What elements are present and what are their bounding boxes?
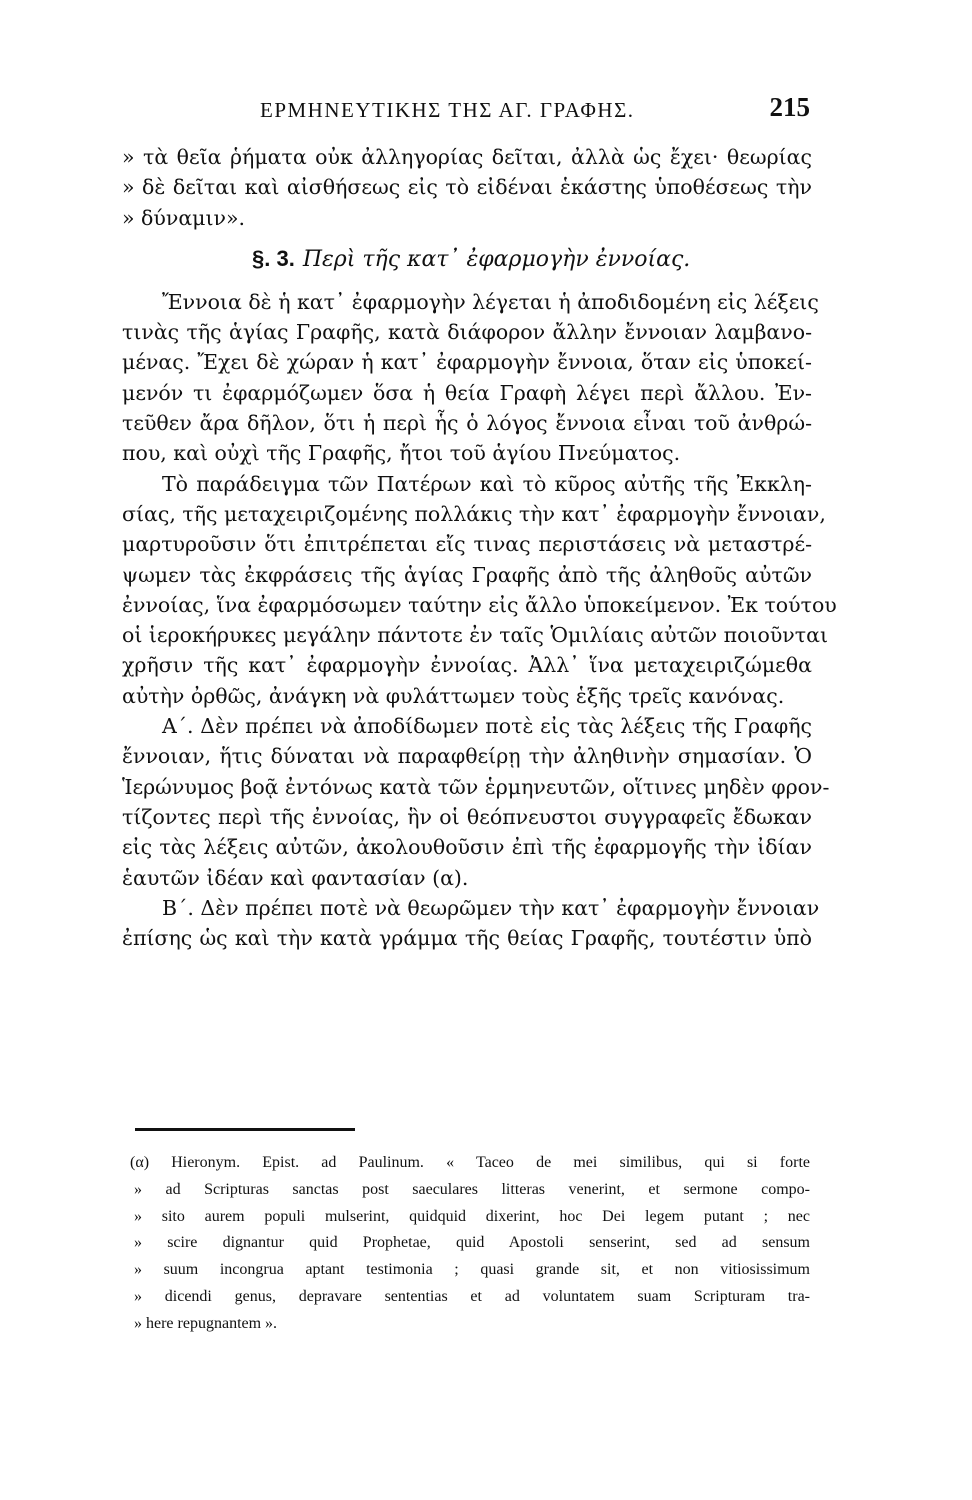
text-line: Α΄. Δὲν πρέπει νὰ ἀποδίδωμεν ποτὲ εἰς τὰς λέξεις τῆς Γραφῆς <box>162 714 812 739</box>
text-line: τεῦθεν ἄρα δῆλον, ὅτι ἡ περὶ ἧς ὁ λόγος ἔννοια εἶναι τοῦ ἀνθρώ- <box>122 411 812 436</box>
text-line: Ἔννοια δὲ ἡ κατ᾿ ἐφαρμογὴν λέγεται ἡ ἀποδιδομένη εἰς λέξεις <box>162 289 819 314</box>
text-line: μαρτυροῦσιν ὅτι ἐπιτρέπεται εἴς τινας περιστάσεις νὰ μεταστρέ- <box>122 532 812 557</box>
footnote-line: » dicendi genus, depravare sententias et ad voluntatem suam Scripturam tra- <box>134 1287 810 1305</box>
section-title: Περὶ τῆς κατ᾿ ἐφαρμογὴν ἐννοίας. <box>302 246 691 272</box>
text-line: τίζοντες περὶ τῆς ἐννοίας, ἣν οἱ θεόπνευστοι συγγραφεῖς ἔδωκαν <box>122 804 812 829</box>
main-text <box>122 142 837 953</box>
text-line: χρῆσιν τῆς κατ᾿ ἐφαρμογὴν ἐννοίας. Ἀλλ᾿ ἵνα μεταχειριζώμεθα <box>122 653 812 678</box>
text-line: σίας, τῆς μεταχειριζομένης πολλάκις τὴν κατ᾿ ἐφαρμογὴν ἔννοιαν, <box>122 501 826 526</box>
section-number: §. 3. <box>252 245 295 271</box>
footnote-line: (α) Hieronym. Epist. ad Paulinum. « Taceo de mei similibus, qui si forte <box>130 1154 810 1171</box>
footnote-line: » suum incongrua aptant testimonia ; quasi grande sit, et non vitiosissimum <box>134 1261 810 1279</box>
footnote-line: » ad Scripturas sanctas post saeculares litteras venerint, et sermone compo- <box>134 1180 810 1198</box>
text-line: τινὰς τῆς ἁγίας Γραφῆς, κατὰ διάφορον ἄλλην ἔννοιαν λαμβανο- <box>122 320 812 345</box>
text-line: μενόν τι ἐφαρμόζωμεν ὅσα ἡ θεία Γραφὴ λέγει περὶ ἄλλου. Ἐν- <box>122 380 812 405</box>
text-line: ἑαυτῶν ἰδέαν καὶ φαντασίαν (α). <box>122 865 469 890</box>
section-heading <box>122 239 812 279</box>
text-line: μένας. Ἔχει δὲ χώραν ἡ κατ᾿ ἐφαρμογὴν ἔννοια, ὅταν εἰς ὑποκεί- <box>122 350 812 375</box>
text-line: αὐτὴν ὀρθῶς, ἀνάγκη νὰ φυλάττωμεν τοὺς ἑξῆς τρεῖς κανόνας. <box>122 683 785 708</box>
page-number: 215 <box>769 92 810 122</box>
footnote-line: » sito aurem populi mulserint, quidquid dixerint, hoc Dei legem putant ; nec <box>134 1207 810 1225</box>
text-line: Β΄. Δὲν πρέπει ποτὲ νὰ θεωρῶμεν τὴν κατ᾿ ἐφαρμογὴν ἔννοιαν <box>162 895 820 920</box>
text-line: εἰς τὰς λέξεις αὐτῶν, ἀκολουθοῦσιν ἐπὶ τῆς ἐφαρμογῆς τὴν ἰδίαν <box>122 835 812 860</box>
running-head: ΕΡΜΗΝΕΥΤΙΚΗΣ ΤΗΣ ΑΓ. ΓΡΑΦΗΣ. <box>260 98 635 122</box>
text-line: Τὸ παράδειγμα τῶν Πατέρων καὶ τὸ κῦρος αὐτῆς τῆς Ἐκκλη- <box>162 471 812 496</box>
text-line: » δὲ δεῖται καὶ αἰσθήσεως εἰς τὸ εἰδέναι ἑκάστης ὑποθέσεως τὴν <box>122 175 812 200</box>
footnote-line: » here repugnantem ». <box>134 1314 278 1332</box>
text-line: ἐπίσης ὡς καὶ τὴν κατὰ γράμμα τῆς θείας Γραφῆς, τουτέστιν ὑπὸ <box>122 926 812 951</box>
text-line: οἱ ἱεροκήρυκες μεγάλην πάντοτε ἐν ταῖς Ὁμιλίαις αὐτῶν ποιοῦνται <box>122 623 828 648</box>
footnotes <box>130 1150 810 1338</box>
text-line: » δύναμιν». <box>122 205 246 230</box>
text-line: ἔννοιαν, ἥτις δύναται νὰ παραφθείρῃ τὴν ἀληθινὴν σημασίαν. Ὁ <box>122 744 812 769</box>
text-line: ἐννοίας, ἵνα ἐφαρμόσωμεν ταύτην εἰς ἄλλο ὑποκείμενον. Ἐκ τούτου <box>122 592 837 617</box>
page-header <box>120 92 810 132</box>
footnote-line: » scire dignantur quid Prophetae, quid Apostoli senserint, sed ad sensum <box>134 1234 810 1252</box>
text-line: » τὰ θεῖα ῥήματα οὐκ ἀλληγορίας δεῖται, ἀλλὰ ὡς ἔχει· θεωρίας <box>122 145 812 169</box>
text-line: που, καὶ οὐχὶ τῆς Γραφῆς, ἤτοι τοῦ ἁγίου Πνεύματος. <box>122 441 681 466</box>
text-line: ψωμεν τὰς ἐκφράσεις τῆς ἁγίας Γραφῆς ἀπὸ τῆς ἀληθοῦς αὐτῶν <box>122 562 812 587</box>
footnote-rule <box>135 1128 355 1131</box>
text-line: Ἱερώνυμος βοᾷ ἐντόνως κατὰ τῶν ἑρμηνευτῶν, οἵτινες μηδὲν φρον- <box>122 774 830 799</box>
